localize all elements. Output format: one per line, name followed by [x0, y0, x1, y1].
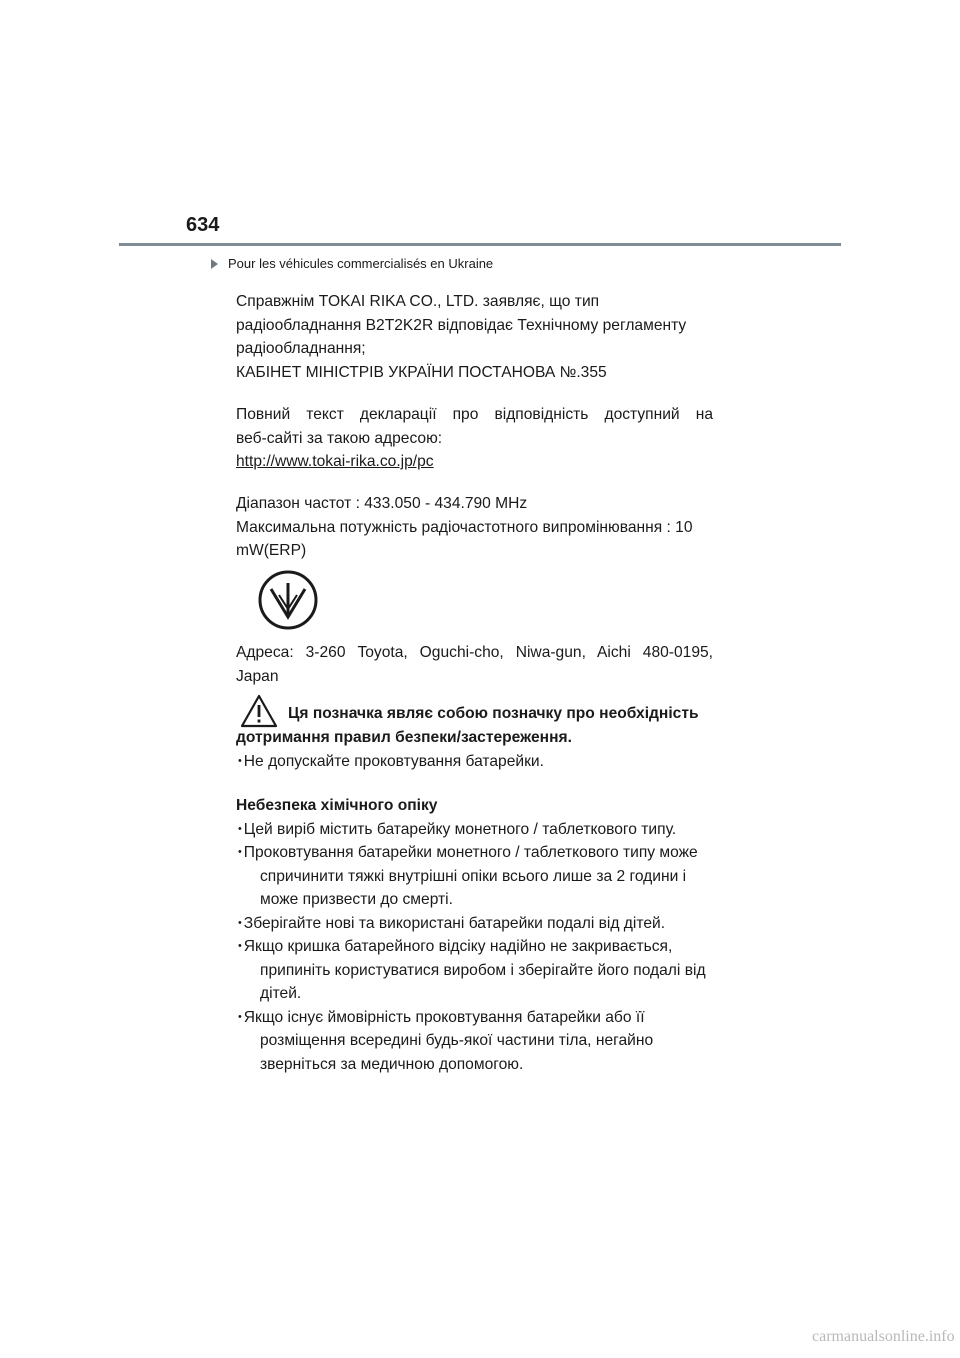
radio-line: mW(ERP): [236, 542, 307, 559]
section-heading: [211, 256, 493, 271]
page-number: 634: [186, 214, 220, 236]
list-item-continuation: зверніться за медичною допомогою.: [260, 1055, 524, 1073]
warning-bullets: [236, 750, 713, 774]
warning-notice: [236, 702, 713, 750]
address-line: Адреса: 3-260 Toyota, Oguchi-cho, Niwa-gun, Aichi 480-0195,: [236, 644, 713, 661]
intro-paragraph: [236, 290, 713, 384]
address-line: Japan: [236, 667, 279, 685]
intro-line: радіообладнання B2T2K2R відповідає Технічному регламенту: [236, 316, 687, 334]
chemical-burn-section: [236, 794, 713, 1076]
radio-line: Діапазон частот : 433.050 - 434.790 MHz: [236, 495, 528, 512]
declaration-paragraph: [236, 403, 713, 474]
list-item-continuation: дітей.: [260, 985, 302, 1002]
list-item-continuation: може призвести до смерті.: [260, 891, 453, 908]
intro-line: радіообладнання;: [236, 340, 366, 357]
list-item: ･Не допускайте проковтування батарейки.: [236, 753, 544, 770]
radio-paragraph: [236, 492, 713, 563]
intro-line: Справжнім TOKAI RIKA CO., LTD. заявляє, що тип: [236, 293, 600, 310]
address-paragraph: [236, 641, 713, 688]
declaration-link[interactable]: http://www.tokai-rika.co.jp/pc: [236, 453, 434, 470]
intro-line: КАБІНЕТ МІНІСТРІВ УКРАЇНИ ПОСТАНОВА №.355: [236, 363, 607, 381]
warning-line: Ця позначка являє собою позначку про необхідність: [288, 705, 699, 722]
list-item: ･Якщо кришка батарейного відсіку надійно не закривається,: [236, 938, 673, 955]
section-heading-text: Pour les véhicules commercialisés en Ukraine: [228, 256, 494, 271]
list-item-continuation: припиніть користуватися виробом і зберігайте його подалі від: [260, 961, 706, 979]
list-item: ･Проковтування батарейки монетного / таблеткового типу може: [236, 844, 698, 861]
list-item: ･Якщо існує ймовірність проковтування батарейки або її: [236, 1008, 645, 1026]
chemical-burn-title: Небезпека хімічного опіку: [236, 797, 438, 814]
list-item-continuation: спричинити тяжкі внутрішні опіки всього лише за 2 години і: [260, 867, 687, 885]
list-item: ･Зберігайте нові та використані батарейки подалі від дітей.: [236, 914, 666, 932]
radio-line: Максимальна потужність радіочастотного випромінювання : 10: [236, 518, 693, 536]
declaration-line: Повний текст декларації про відповідність доступний на: [236, 406, 713, 423]
triangle-bullet-icon: [211, 259, 218, 269]
list-item: ･Цей виріб містить батарейку монетного / таблеткового типу.: [236, 820, 677, 838]
ukraine-conformity-mark-icon: [257, 569, 319, 631]
declaration-line: веб-сайті за такою адресою:: [236, 429, 443, 447]
list-item-continuation: розміщення всередині будь-якої частини тіла, негайно: [260, 1032, 654, 1049]
header-rule: [119, 243, 841, 246]
watermark: carmanualsonline.info: [812, 1328, 955, 1345]
warning-line: дотримання правил безпеки/застереження.: [236, 729, 572, 746]
